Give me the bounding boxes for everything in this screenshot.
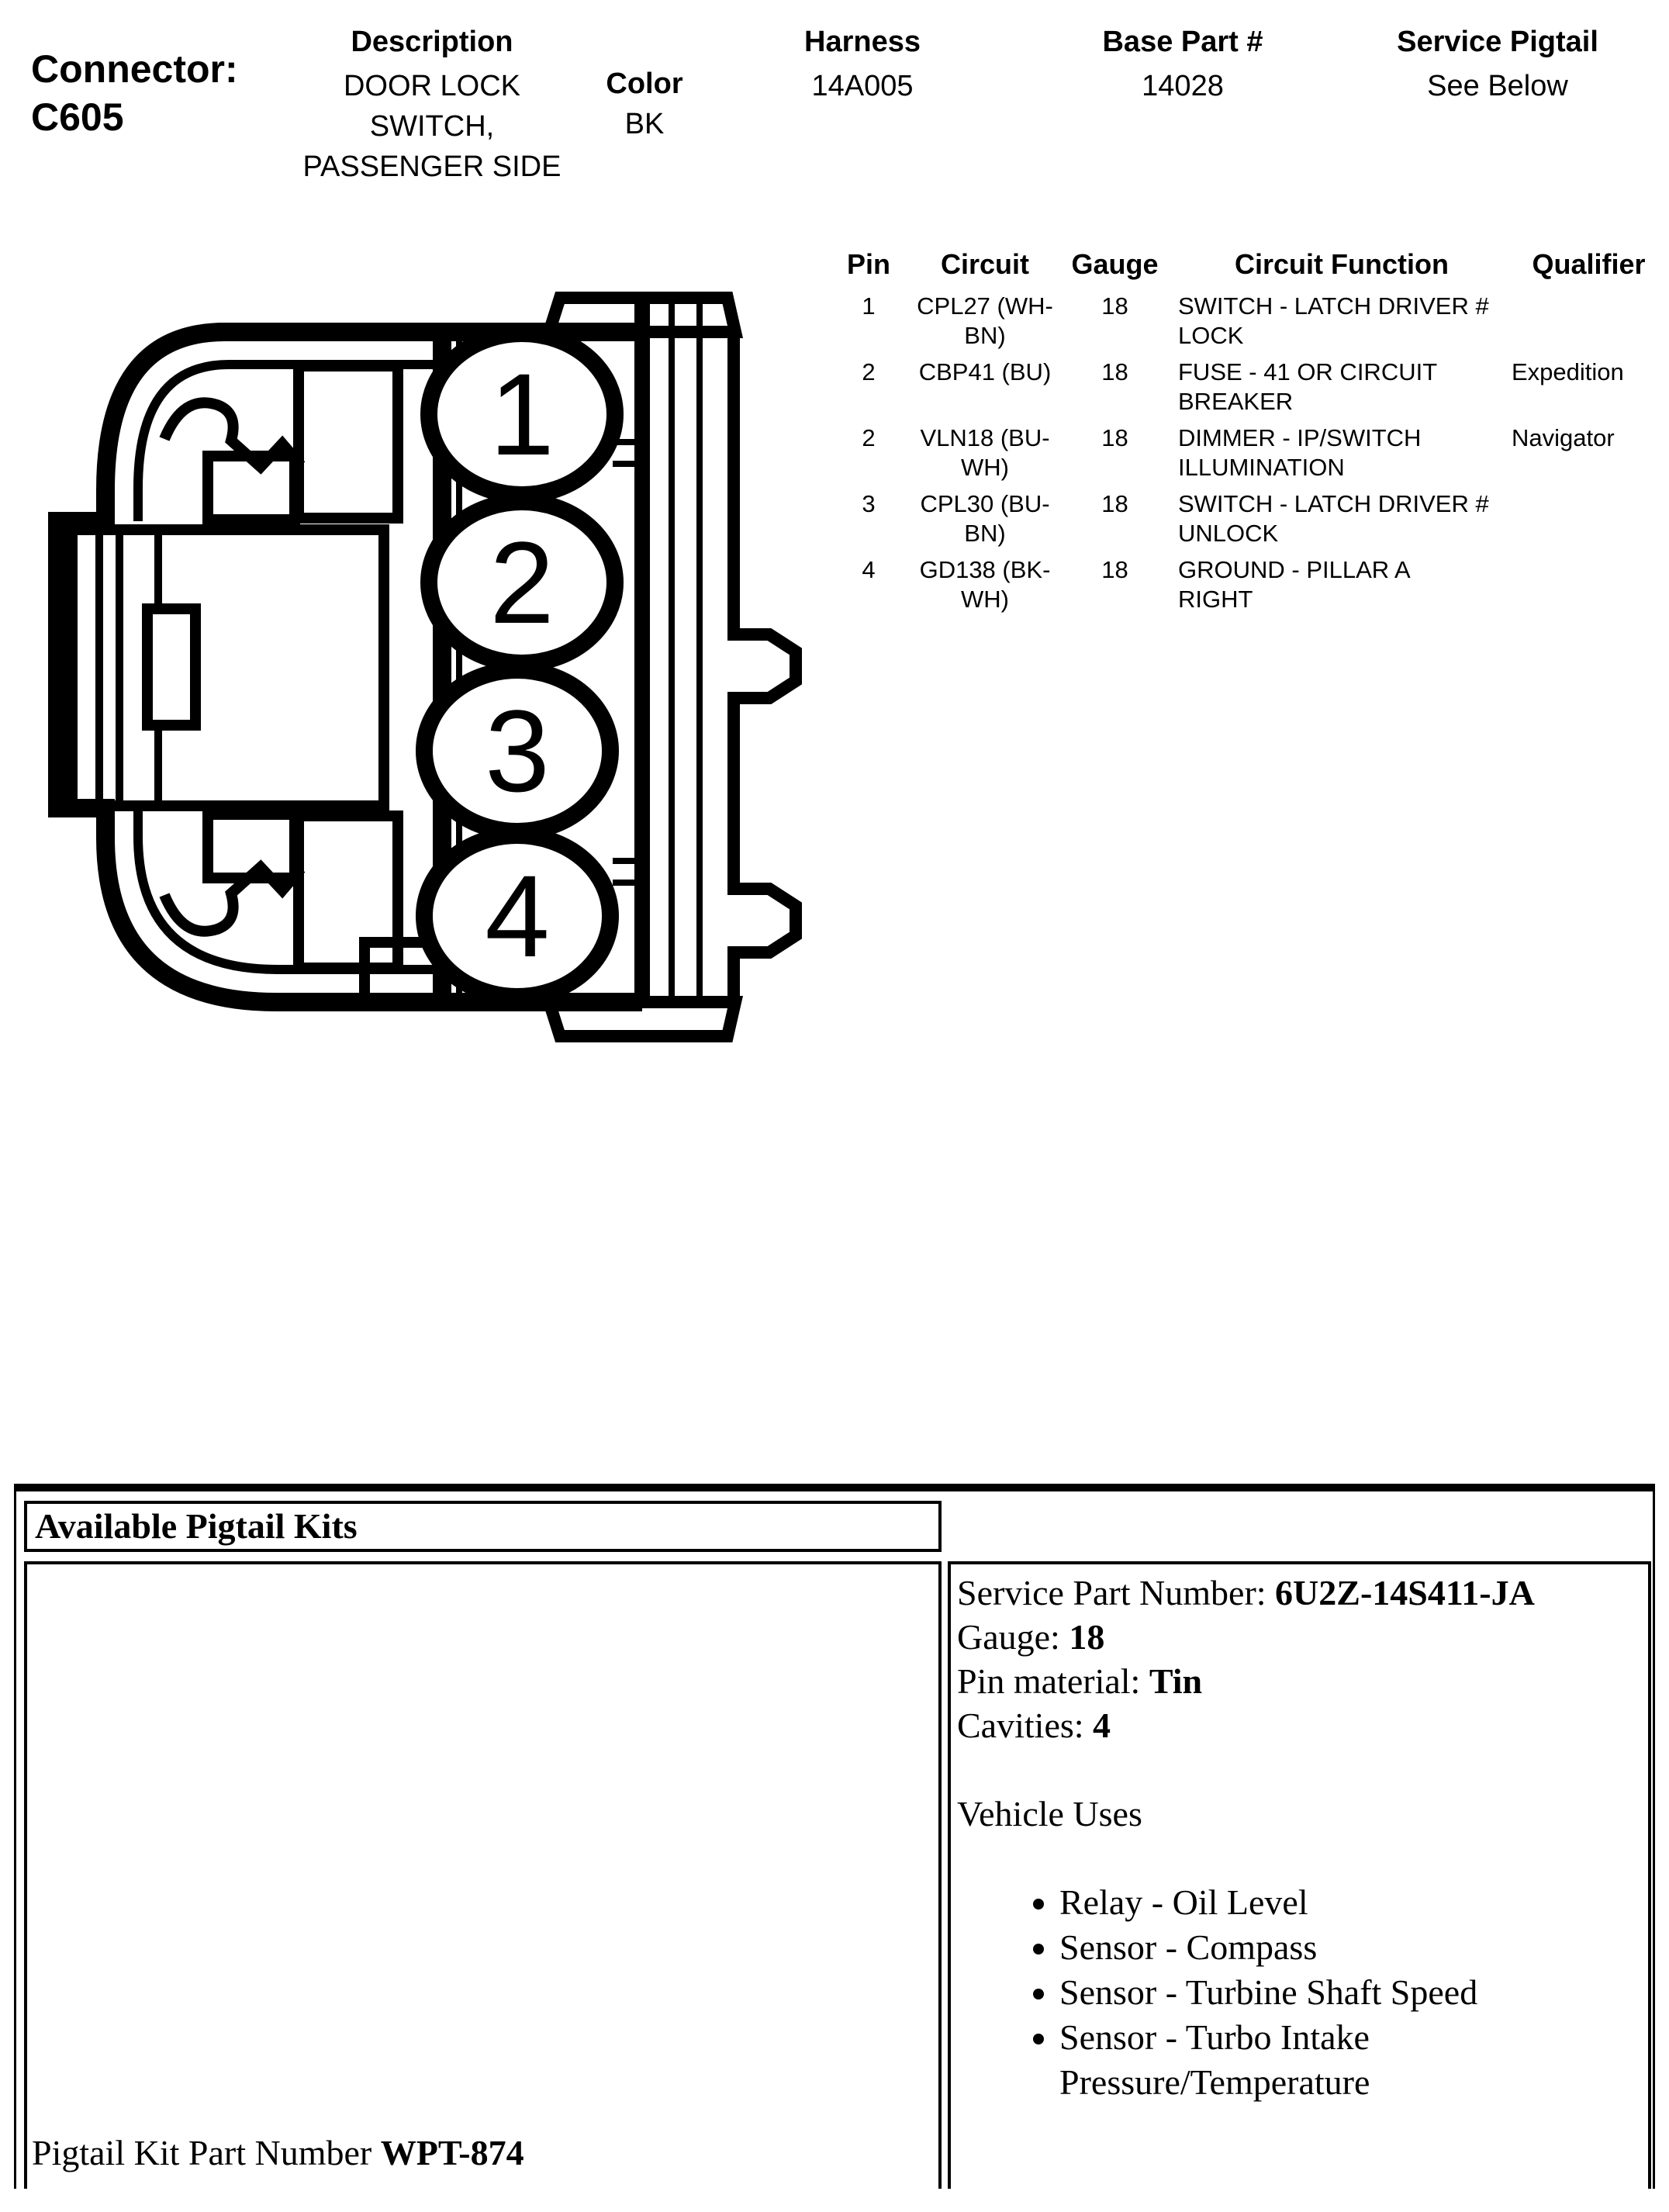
cell-gauge: 18 [1101,424,1128,451]
spacer [957,1836,1642,1880]
pigtail-kit-column [24,1561,942,2189]
kit-part-number-label: Pigtail Kit Part Number [32,2133,381,2172]
table-row [822,555,1669,614]
available-pigtail-kits-title: Available Pigtail Kits [35,1506,358,1546]
inner-slot [147,609,195,725]
cavities-line: Cavities: 4 [957,1706,1111,1745]
col-header-qualifier: Qualifier [1532,248,1646,280]
available-pigtail-kits-title-box [24,1501,942,1552]
pigtail-kits-section [14,1484,1655,2189]
col-header-pin: Pin [846,248,890,280]
spacer [957,1747,1642,1792]
harness-value: 14A005 [811,70,914,102]
cell-circuit: CPL27 (WH- BN) [917,292,1053,349]
connector-diagram [31,287,884,1047]
pin-number-3: 3 [485,686,550,816]
cell-pin: 3 [862,490,876,517]
cell-function: DIMMER - IP/SWITCH ILLUMINATION [1178,424,1422,481]
pin-number-4: 4 [485,851,550,981]
pin-number-2: 2 [489,517,555,648]
col-header-function: Circuit Function [1235,248,1449,280]
cell-gauge: 18 [1101,490,1128,517]
list-item: • Sensor - Compass [1059,1925,1649,1970]
pin-table [822,247,1669,621]
cell-circuit: CBP41 (BU) [918,358,1052,385]
cell-gauge: 18 [1101,358,1128,385]
header-col-base-part [1102,22,1263,106]
pin-table-body [822,292,1669,614]
col-header-circuit: Circuit [940,248,1029,280]
cell-qualifier: Navigator [1512,424,1615,451]
cell-qualifier [1508,292,1669,351]
table-row [822,423,1669,482]
header-col-description [303,22,562,187]
header-col-color [606,64,682,144]
cell-qualifier [1508,555,1669,614]
connector-id: C605 [31,95,124,139]
cell-pin: 2 [862,358,876,385]
kit-part-number-value: WPT-874 [380,2133,524,2172]
cell-function: SWITCH - LATCH DRIVER # UNLOCK [1178,490,1489,547]
cell-function: SWITCH - LATCH DRIVER # LOCK [1178,292,1489,349]
base-part-label: Base Part # [1102,26,1263,58]
cell-gauge: 18 [1101,556,1128,583]
cell-circuit: CPL30 (BU- BN) [920,490,1050,547]
cell-qualifier [1508,489,1669,548]
gauge-line: Gauge: 18 [957,1617,1105,1657]
color-label: Color [606,67,683,100]
description-label: Description [351,26,513,58]
cell-pin: 2 [862,424,876,451]
pigtail-kit-part-number-line [32,2132,524,2173]
color-value: BK [624,108,665,140]
pin-table-header [822,247,1669,282]
header-col-service-pigtail [1397,22,1598,106]
cell-gauge: 18 [1101,292,1128,320]
cell-function: FUSE - 41 OR CIRCUIT BREAKER [1178,358,1438,415]
cell-qualifier: Expedition [1512,358,1624,385]
cell-circuit: GD138 (BK- WH) [919,556,1051,613]
cell-function: GROUND - PILLAR A RIGHT [1178,556,1411,613]
service-part-number-line: Service Part Number: 6U2Z-14S411-JA [957,1573,1535,1612]
connector-label: Connector: [31,47,238,91]
list-item: • Relay - Oil Level [1059,1880,1649,1925]
service-pigtail-label: Service Pigtail [1397,26,1598,58]
vehicle-uses-list [957,1880,1649,2105]
cell-pin: 1 [862,292,876,320]
vehicle-uses-heading: Vehicle Uses [957,1794,1142,1834]
service-part-column [948,1561,1651,2189]
harness-label: Harness [804,26,921,58]
right-mount-tabs-contour [734,332,796,1002]
cell-circuit: VLN18 (BU- WH) [920,424,1050,481]
col-header-gauge: Gauge [1071,248,1159,280]
base-part-value: 14028 [1142,70,1224,102]
table-row [822,292,1669,351]
table-row [822,489,1669,548]
table-row [822,358,1669,416]
connector-title [31,45,238,141]
pin-number-1: 1 [489,349,555,479]
pin-material-line: Pin material: Tin [957,1661,1203,1701]
top-notch-rect [299,366,398,518]
service-pigtail-value: See Below [1427,70,1568,102]
cell-pin: 4 [862,556,876,583]
list-item: • Sensor - Turbine Shaft Speed [1059,1970,1649,2015]
description-value: DOOR LOCK SWITCH, PASSENGER SIDE [302,70,562,183]
header-col-harness [804,22,921,106]
list-item: • Sensor - Turbo Intake Pressure/Temperature [1059,2015,1649,2105]
